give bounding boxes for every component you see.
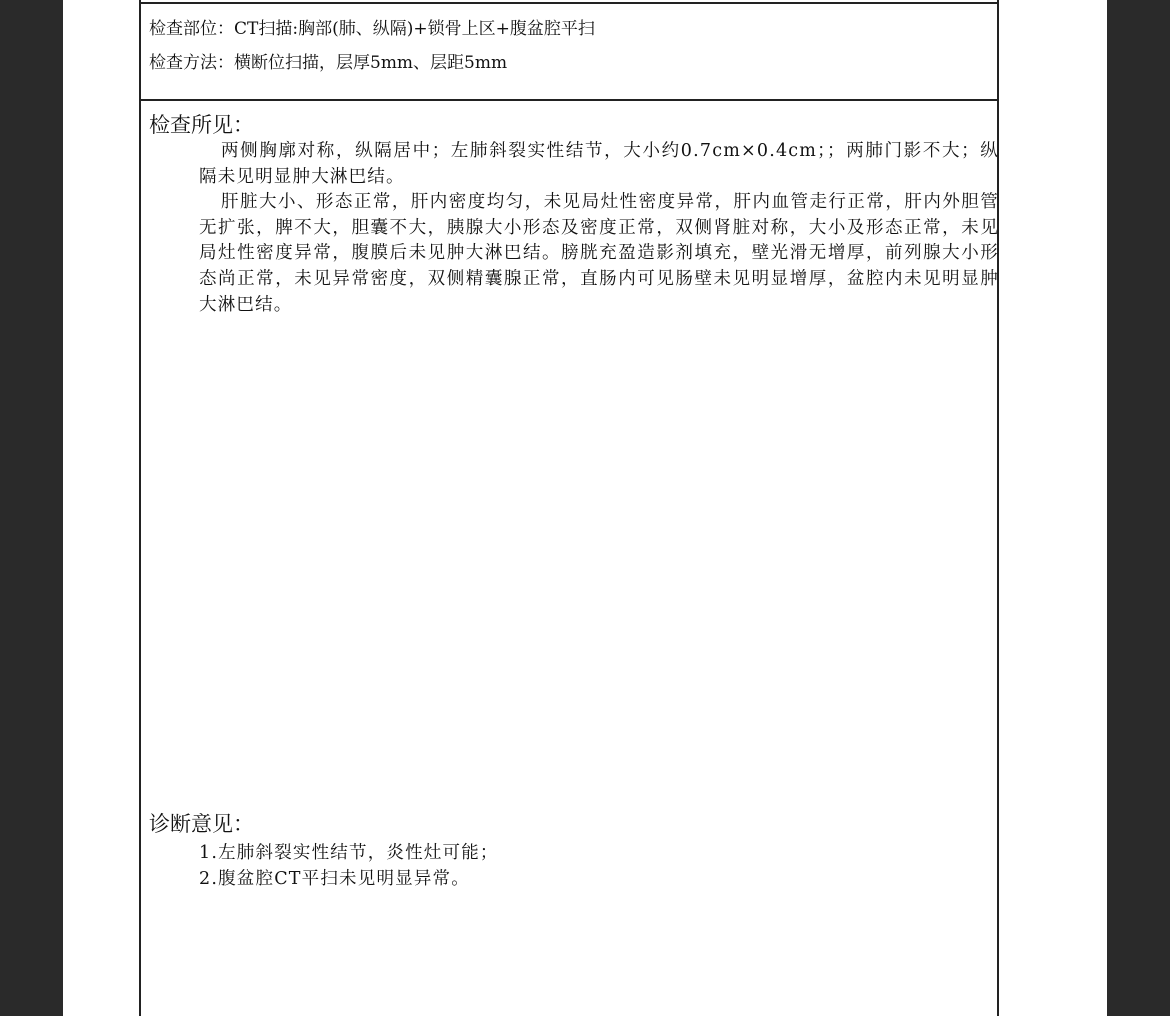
- top-divider: [141, 2, 997, 4]
- report-page: [63, 0, 1107, 1016]
- findings-paragraph-chest: 两侧胸廓对称，纵隔居中；左肺斜裂实性结节，大小约0.7cm×0.4cm；；两肺门影不大；纵隔未见明显肿大淋巴结。: [199, 141, 999, 187]
- exam-part-line: [149, 14, 595, 39]
- findings-paragraph-abdomen: 肝脏大小、形态正常，肝内密度均匀，未见局灶性密度异常，肝内血管走行正常，肝内外胆管无扩张，脾不大，胆囊不大，胰腺大小形态及密度正常，双侧肾脏对称，大小及形态正常，未见局灶性密度异常，腹膜后未见肿大淋巴结。膀胱充盈造影剂填充，壁光滑无增厚，前列腺大小形态尚正常，未见异常密度，双侧精囊腺正常，直肠内可见肠壁未见明显增厚，盆腔内未见明显肿大淋巴结。: [199, 192, 999, 315]
- diagnosis-item: 2.腹盆腔CT平扫未见明显异常。: [199, 869, 470, 889]
- exam-part-label: 检查部位：: [149, 19, 234, 39]
- diagnosis-item: 1.左肺斜裂实性结节，炎性灶可能；: [199, 843, 499, 863]
- exam-method-value: 横断位扫描，层厚5mm、层距5mm: [234, 53, 508, 73]
- exam-method-line: [149, 48, 507, 73]
- diagnosis-heading: 诊断意见：: [149, 812, 254, 836]
- section-divider: [141, 99, 997, 101]
- exam-method-label: 检查方法：: [149, 53, 234, 73]
- findings-heading: 检查所见：: [149, 113, 254, 137]
- findings-body: [199, 139, 999, 318]
- exam-part-value: CT扫描:胸部(肺、纵隔)+锁骨上区+腹盆腔平扫: [234, 19, 595, 39]
- report-frame: [139, 0, 999, 1016]
